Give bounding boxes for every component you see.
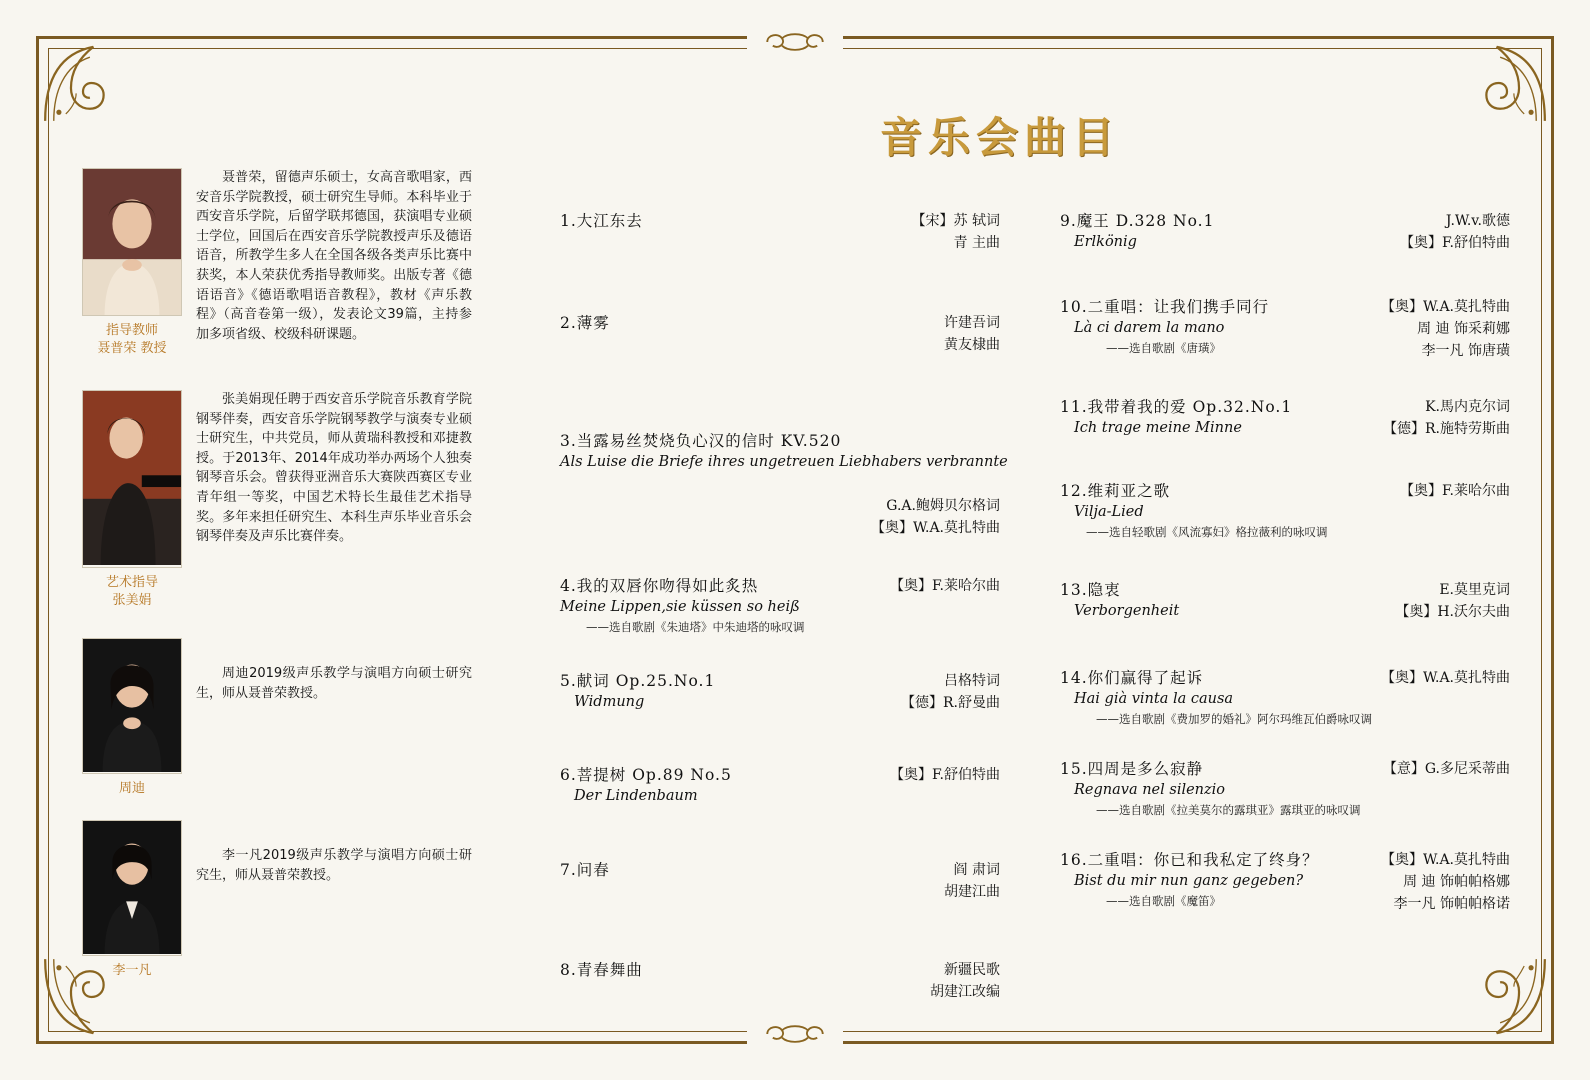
program-item-credits: 【意】G.多尼采蒂曲 bbox=[1382, 761, 1510, 777]
program-item-title-cn: 13.隐衷 bbox=[1060, 581, 1121, 599]
program-item-title-cn: 7.问春 bbox=[560, 861, 610, 879]
program-item-title-cn: 9.魔王 D.328 No.1 bbox=[1060, 212, 1215, 230]
performer-bio bbox=[182, 638, 472, 798]
program-item-credits: 阎 肃词 胡建江曲 bbox=[944, 862, 1000, 900]
performer-photo-block bbox=[82, 168, 182, 358]
program-item-title-original: Vilja-Lied bbox=[1074, 504, 1144, 520]
program-item-note: ——选自歌剧《拉美莫尔的露琪亚》露琪亚的咏叹调 bbox=[1096, 803, 1361, 817]
program-item-credits: 【奥】F.莱哈尔曲 bbox=[890, 578, 1000, 594]
performer-entry bbox=[82, 820, 472, 980]
program-item-title-original: Der Lindenbaum bbox=[574, 788, 698, 804]
program-item-note: ——选自歌剧《魔笛》 bbox=[1106, 894, 1221, 908]
performer-name: 张美娟 bbox=[112, 593, 152, 608]
program-item-titles bbox=[560, 210, 643, 232]
performer-caption bbox=[82, 962, 182, 980]
program-item-title-original: Là ci darem la mano bbox=[1074, 320, 1225, 336]
program-item bbox=[1060, 210, 1510, 254]
performer-entry bbox=[82, 390, 472, 610]
performer-bio bbox=[182, 820, 472, 980]
performer-entry bbox=[82, 638, 472, 798]
page-title: 音乐会曲目 bbox=[879, 113, 1120, 162]
program-item-titles bbox=[560, 312, 610, 334]
program-item-title-original: Hai già vinta la causa bbox=[1074, 691, 1234, 707]
program-item bbox=[1060, 667, 1510, 728]
program-item-title-cn: 2.薄雾 bbox=[560, 314, 610, 332]
program-item-titles bbox=[560, 764, 732, 807]
program-item-credits: 【宋】苏 轼词 青 主曲 bbox=[911, 213, 1000, 251]
program-item-titles bbox=[560, 959, 643, 981]
program-item-title-cn: 11.我带着我的爱 Op.32.No.1 bbox=[1060, 398, 1293, 416]
program-item-title-original: Bist du mir nun ganz gegeben? bbox=[1074, 873, 1304, 889]
program-item bbox=[560, 670, 1000, 714]
top-center-ornament-icon bbox=[747, 29, 843, 59]
corner-flourish-icon bbox=[1464, 954, 1550, 1040]
performer-name: 周迪 bbox=[118, 781, 145, 796]
program-item bbox=[560, 959, 1000, 1003]
performer-entry bbox=[82, 168, 472, 358]
program-item-title-original: Verborgenheit bbox=[1074, 603, 1180, 619]
program-item-credits: 【奥】W.A.莫扎特曲 周 迪 饰帕帕格娜 李一凡 饰帕帕格诺 bbox=[1381, 852, 1510, 912]
program-item-title-original: Ich trage meine Minne bbox=[1074, 420, 1242, 436]
performer-role: 艺术指导 bbox=[105, 575, 158, 590]
program-item-title-original: Widmung bbox=[574, 694, 645, 710]
program-list-left bbox=[560, 210, 1008, 1029]
program-item-titles bbox=[1060, 396, 1292, 439]
program-item-title-cn: 15.四周是多么寂静 bbox=[1060, 760, 1204, 778]
program-item bbox=[560, 312, 1000, 356]
performer-photo-block bbox=[82, 638, 182, 798]
program-item bbox=[560, 764, 1000, 807]
program-item-note: ——选自轻歌剧《风流寡妇》格拉薇利的咏叹调 bbox=[1086, 525, 1328, 539]
program-item-title-cn: 3.当露易丝焚烧负心汉的信时 KV.520 bbox=[560, 432, 842, 450]
program-list-right bbox=[1060, 210, 1510, 941]
program-item-note: ——选自歌剧《费加罗的婚礼》阿尔玛维瓦伯爵咏叹调 bbox=[1096, 712, 1372, 726]
program-item-credits: E.莫里克词 【奥】H.沃尔夫曲 bbox=[1395, 582, 1510, 620]
performer-name: 聂普荣 教授 bbox=[97, 341, 167, 356]
performer-bio-text: 聂普荣，留德声乐硕士，女高音歌唱家，西安音乐学院教授，硕士研究生导师。本科毕业于西安音乐学院，后留学联邦德国，获演唱专业硕士学位，回国后在西安音乐学院教授声乐及德语语音，所教学生多人在全国各级各类声乐比赛中获奖，本人荣获优秀指导教师奖。出版专著《德语语音》《德语歌唱语音教程》，教材《声乐教程》（高音卷第一级），发表论文39篇，主持参加多项省级、校级科研课题。 bbox=[196, 170, 472, 342]
portrait-li-yifan bbox=[82, 820, 182, 956]
program-item-titles bbox=[560, 859, 610, 881]
program-item-titles bbox=[1060, 667, 1372, 728]
program-item-credits: K.馬内克尔词 【德】R.施特劳斯曲 bbox=[1383, 399, 1510, 437]
program-item bbox=[1060, 296, 1510, 362]
program-item bbox=[1060, 849, 1510, 915]
portrait-zhang-meijuan bbox=[82, 390, 182, 568]
performers-column bbox=[82, 168, 472, 1002]
corner-flourish-icon bbox=[40, 40, 126, 126]
performer-caption bbox=[82, 780, 182, 798]
program-item-title-original: Meine Lippen,sie küssen so heiß bbox=[560, 599, 800, 615]
program-item-credits: 【奥】W.A.莫扎特曲 周 迪 饰采莉娜 李一凡 饰唐璜 bbox=[1381, 299, 1510, 359]
program-item-credits: 许建吾词 黄友棣曲 bbox=[944, 315, 1000, 353]
program-item-titles bbox=[560, 430, 1008, 473]
program-item bbox=[560, 210, 1000, 254]
program-item-title-cn: 6.菩提树 Op.89 No.5 bbox=[560, 766, 732, 784]
program-item-titles bbox=[560, 575, 805, 636]
program-item-note: ——选自歌剧《唐璜》 bbox=[1106, 341, 1221, 355]
program-item bbox=[560, 575, 1000, 636]
program-item-titles bbox=[1060, 480, 1328, 541]
performer-bio-text: 李一凡2019级声乐教学与演唱方向硕士研究生，师从聂普荣教授。 bbox=[196, 848, 472, 883]
performer-bio-text: 周迪2019级声乐教学与演唱方向硕士研究生，师从聂普荣教授。 bbox=[196, 666, 472, 701]
program-item-credits: 【奥】W.A.莫扎特曲 bbox=[1381, 670, 1510, 686]
program-item bbox=[560, 859, 1000, 903]
program-item-titles bbox=[1060, 210, 1214, 253]
program-item bbox=[1060, 579, 1510, 623]
program-item bbox=[1060, 396, 1510, 440]
program-item-title-cn: 4.我的双唇你吻得如此炙热 bbox=[560, 577, 759, 595]
program-item-credits: 【奥】F.莱哈尔曲 bbox=[1400, 483, 1510, 499]
program-item-credits: J.W.v.歌德 【奥】F.舒伯特曲 bbox=[1400, 213, 1510, 251]
program-item-credits: 新疆民歌 胡建江改编 bbox=[930, 962, 1000, 1000]
performer-name: 李一凡 bbox=[112, 963, 152, 978]
program-item-titles bbox=[1060, 296, 1269, 357]
program-item-title-original: Regnava nel silenzio bbox=[1074, 782, 1226, 798]
program-item bbox=[1060, 480, 1510, 541]
performer-photo-block bbox=[82, 390, 182, 610]
program-item-title-cn: 1.大江东去 bbox=[560, 212, 643, 230]
program-item-title-cn: 10.二重唱：让我们携手同行 bbox=[1060, 298, 1270, 316]
program-item-title-cn: 16.二重唱：你已和我私定了终身？ bbox=[1060, 851, 1319, 869]
program-item-titles bbox=[560, 670, 715, 713]
program-item bbox=[1060, 758, 1510, 819]
program-item-title-original: Erlkönig bbox=[1074, 234, 1137, 250]
program-item-titles bbox=[1060, 579, 1179, 622]
performer-caption bbox=[82, 574, 182, 610]
corner-flourish-icon bbox=[1464, 40, 1550, 126]
performer-photo-block bbox=[82, 820, 182, 980]
program-item-title-cn: 14.你们赢得了起诉 bbox=[1060, 669, 1204, 687]
program-item-credits: 吕格特词 【德】R.舒曼曲 bbox=[901, 673, 1000, 711]
performer-bio bbox=[182, 390, 472, 610]
program-item-title-cn: 5.献词 Op.25.No.1 bbox=[560, 672, 716, 690]
program-item-title-cn: 12.维莉亚之歌 bbox=[1060, 482, 1171, 500]
program-item bbox=[560, 430, 1008, 539]
program-item-titles bbox=[1060, 758, 1361, 819]
program-item-credits: G.A.鲍姆贝尔格词 【奥】W.A.莫扎特曲 bbox=[871, 498, 1000, 536]
program-item-title-original: Als Luise die Briefe ihres ungetreuen Liebhabers verbrannte bbox=[560, 454, 1008, 470]
performer-role: 指导教师 bbox=[105, 323, 158, 338]
performer-bio-text: 张美娟现任聘于西安音乐学院音乐教育学院钢琴伴奏，西安音乐学院钢琴教学与演奏专业硕士研究生，中共党员，师从黄瑞科教授和邓捷教授。于2013年、2014年成功举办两场个人独奏钢琴音乐会。曾获得亚洲音乐大赛陕西赛区专业青年组一等奖，中国艺术特长生最佳艺术指导奖。多年来担任研究生、本科生声乐毕业音乐会钢琴伴奏及声乐比赛伴奏。 bbox=[196, 392, 472, 545]
performer-caption bbox=[82, 322, 182, 358]
performer-bio bbox=[182, 168, 472, 358]
program-item-titles bbox=[1060, 849, 1319, 910]
portrait-zhou-di bbox=[82, 638, 182, 774]
program-item-note: ——选自歌剧《朱迪塔》中朱迪塔的咏叹调 bbox=[586, 620, 805, 634]
program-item-title-cn: 8.青春舞曲 bbox=[560, 961, 643, 979]
program-item-credits: 【奥】F.舒伯特曲 bbox=[890, 767, 1000, 783]
portrait-nie-purong bbox=[82, 168, 182, 316]
